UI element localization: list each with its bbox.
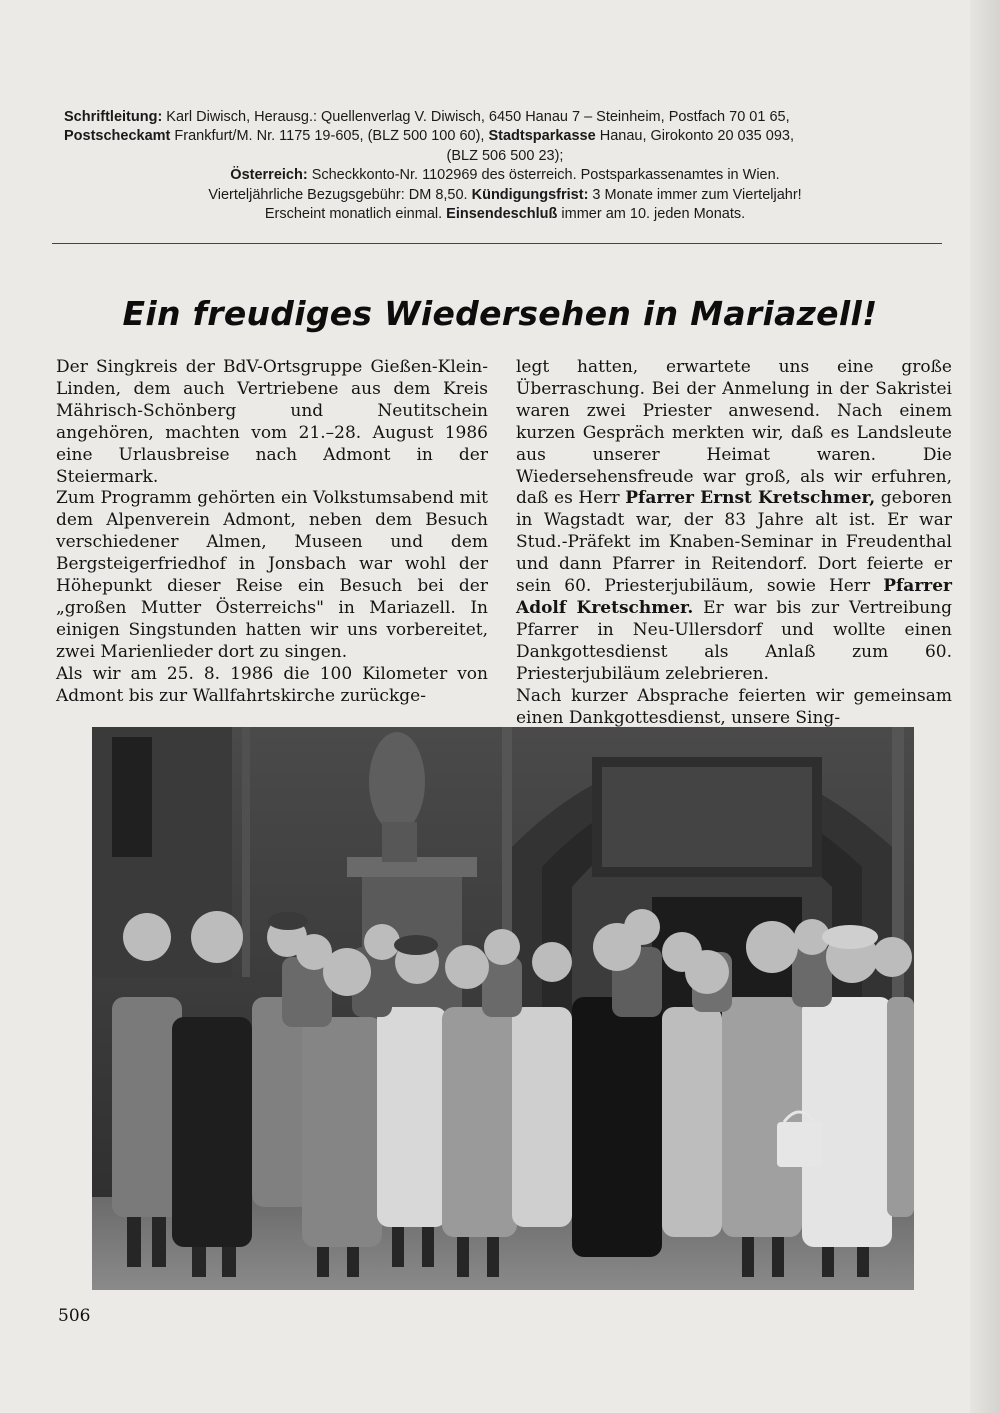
masthead-line: [40, 108, 970, 127]
article-column-right: [516, 357, 952, 729]
masthead-line: [40, 166, 970, 185]
text-run: Zum Programm gehörten ein Volkstumsabend mit dem Alpenverein Admont, neben dem Besuch verschiedener Almen, Museen und dem Bergsteigerfriedhof in Jonsbach war wohl der Höhepunkt dieser Reise ein Besuch bei der „großen Mutter Österreichs" in Mariazell. In einigen Singstunden hatten wir uns vorbereitet, zwei Marienlieder dort zu singen.: [56, 488, 488, 662]
text-run: geboren in Wagstadt war, der 83 Jahre alt ist. Er war Stud.-Präfekt im Knaben-Seminar in Freudenthal und dann Pfarrer in Reitendorf. Dort feierte er sein 60. Priesterjubiläum, sowie Herr: [516, 488, 952, 597]
page-edge-shadow: [970, 0, 1000, 1413]
bold-text: Schriftleitung:: [64, 109, 163, 125]
text-run: Frankfurt/M. Nr. 1175 19-605, (BLZ 500 100 60),: [170, 128, 489, 145]
bold-text: Pfarrer Ernst Kretschmer,: [625, 488, 876, 509]
paragraph: [516, 686, 952, 730]
masthead-line: [40, 147, 970, 166]
bold-text: Österreich:: [230, 167, 308, 184]
text-run: Nach kurzer Absprache feierten wir gemeinsam einen Dankgottesdienst, unsere Sing-: [516, 685, 952, 728]
text-run: immer am 10. jeden Monats.: [557, 206, 746, 223]
bold-text: Einsendeschluß: [446, 206, 558, 223]
group-photo: [92, 727, 914, 1290]
masthead-line: [40, 205, 970, 224]
masthead: [40, 108, 970, 224]
text-run: legt hatten, erwartete uns eine große Überraschung. Bei der Anmelung in der Sakristei waren zwei Priester anwesend. Nach einem kurzen Gespräch merkten wir, daß es Landsleute aus unserer Heimat waren. Die Wiedersehensfreude war groß, als wir erfuhren, daß es Herr: [516, 357, 952, 509]
text-run: 3 Monate immer zum Vierteljahr!: [588, 186, 802, 203]
text-run: Er war bis zur Vertreibung Pfarrer in Neu-Ullersdorf und wollte einen Dankgottesdienst als Anlaß zum 60. Priesterjubiläum zelebrieren.: [516, 597, 952, 684]
page-number: 506: [58, 1306, 91, 1326]
bold-text: Kündigungsfrist:: [471, 186, 589, 203]
text-run: Erscheint monatlich einmal.: [264, 206, 447, 223]
masthead-line: [40, 186, 970, 205]
horizontal-divider: [52, 243, 942, 244]
paragraph: [516, 357, 952, 686]
text-run: Hanau, Girokonto 20 035 093,: [595, 128, 794, 145]
group-photo-illustration: [92, 727, 914, 1290]
article-column-left: [56, 357, 488, 708]
text-run: Als wir am 25. 8. 1986 die 100 Kilometer von Admont bis zur Wallfahrtskirche zurückge-: [56, 663, 488, 706]
text-run: Vierteljährliche Bezugsgebühr: DM 8,50.: [208, 186, 472, 203]
text-run: Scheckkonto-Nr. 1102969 des österreich. Postsparkassenamtes in Wien.: [307, 167, 780, 184]
masthead-line: [40, 127, 970, 146]
article-headline: Ein freudiges Wiedersehen in Mariazell!: [122, 294, 878, 333]
text-run: Karl Diwisch, Herausg.: Quellenverlag V. Diwisch, 6450 Hanau 7 – Steinheim, Postfach 70 01 65,: [162, 109, 790, 125]
paragraph: [56, 357, 488, 488]
bold-text: Stadtsparkasse: [488, 128, 596, 145]
paragraph: [56, 488, 488, 663]
bold-text: Pfarrer Adolf Kretschmer.: [516, 576, 952, 618]
text-run: (BLZ 506 500 23);: [446, 147, 564, 164]
bold-text: Postscheckamt: [64, 128, 171, 145]
text-run: Der Singkreis der BdV-Ortsgruppe Gießen-Klein-Linden, dem auch Vertriebene aus dem Kreis Mährisch-Schönberg und Neutitschein angehören, machten vom 21.–28. August 1986 eine Urlausbreise nach Admont in der Steiermark.: [56, 357, 488, 487]
paragraph: [56, 664, 488, 708]
